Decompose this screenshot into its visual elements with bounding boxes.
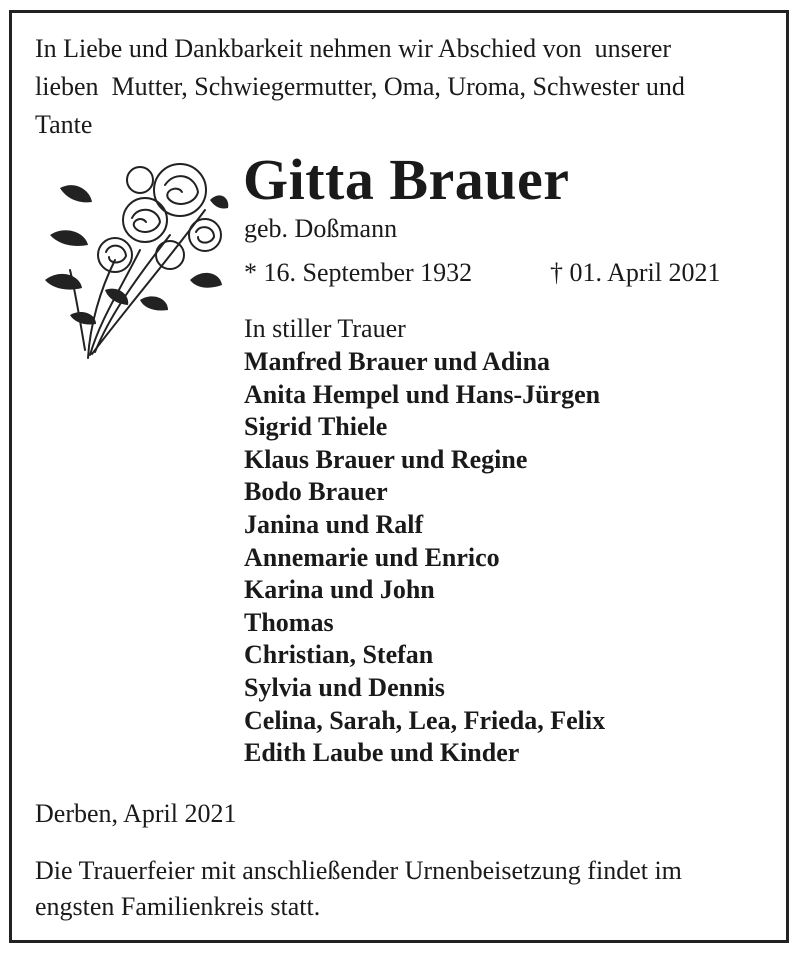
funeral-notice — [35, 853, 780, 925]
birth-date: * 16. September 1932 — [244, 258, 473, 287]
notice-line: Die Trauerfeier mit anschließender Urnenbeisetzung findet im — [35, 856, 682, 885]
mourner-name: Sylvia und Dennis — [244, 672, 445, 702]
mourner-name: Manfred Brauer und Adina — [244, 347, 551, 376]
mourner-name: Celina, Sarah, Lea, Frieda, Felix — [244, 705, 606, 735]
mourner-list — [244, 346, 605, 770]
mourner-name: Thomas — [244, 607, 334, 637]
intro-line: In Liebe und Dankbarkeit nehmen wir Abschied von unserer — [35, 34, 672, 63]
intro-text — [35, 30, 775, 144]
intro-line: lieben Mutter, Schwiegermutter, Oma, Uroma, Schwester und — [35, 72, 685, 101]
maiden-name: geb. Doßmann — [244, 214, 398, 243]
mourner-name: Janina und Ralf — [244, 509, 424, 539]
place-date: Derben, April 2021 — [35, 799, 237, 828]
intro-line: Tante — [35, 110, 93, 139]
death-date: † 01. April 2021 — [550, 258, 721, 287]
mourning-heading: In stiller Trauer — [244, 314, 406, 343]
mourner-name: Klaus Brauer und Regine — [244, 444, 528, 474]
mourner-name: Bodo Brauer — [244, 477, 388, 507]
deceased-name: Gitta Brauer — [243, 147, 570, 212]
mourner-name: Sigrid Thiele — [244, 412, 388, 442]
mourner-name: Karina und John — [244, 575, 435, 605]
flower-bouquet-icon — [30, 140, 230, 365]
mourner-name: Annemarie und Enrico — [244, 542, 500, 572]
mourner-name: Anita Hempel und Hans-Jürgen — [244, 379, 601, 409]
notice-line: engsten Familienkreis statt. — [35, 892, 321, 921]
mourner-name: Christian, Stefan — [244, 640, 434, 670]
mourner-name: Edith Laube und Kinder — [244, 738, 520, 768]
